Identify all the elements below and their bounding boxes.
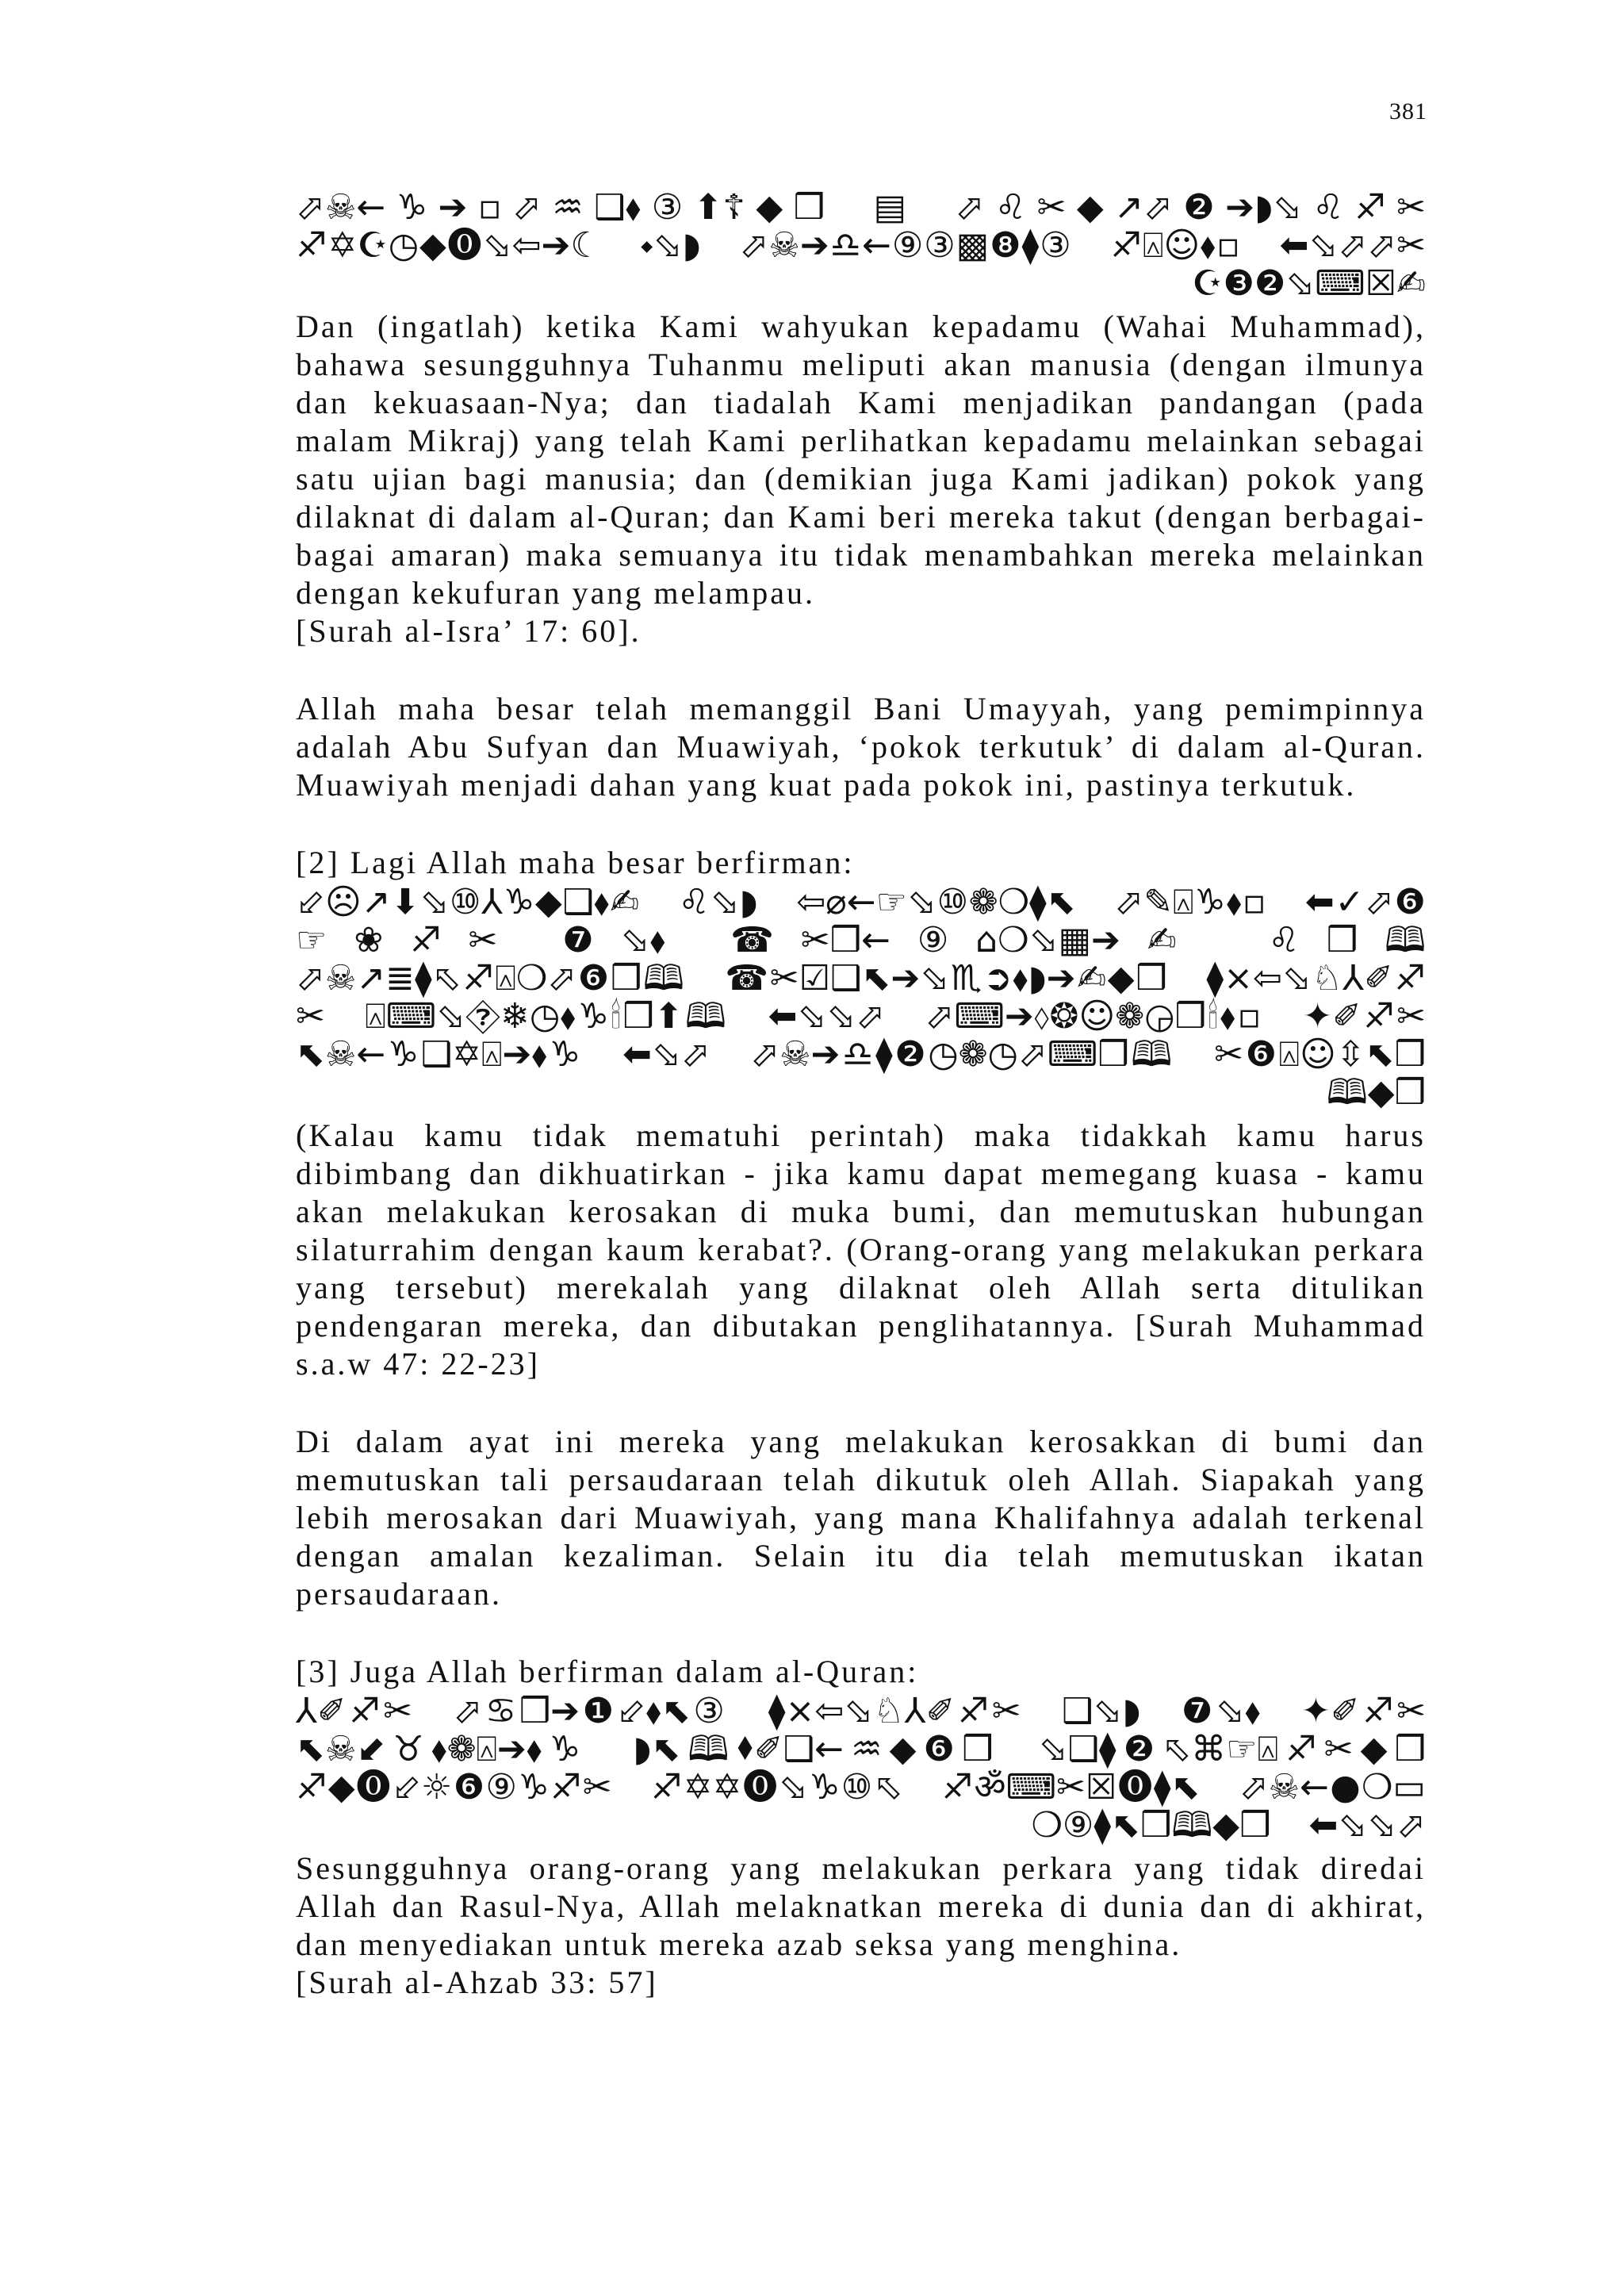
page-content xyxy=(296,187,1426,2002)
page-number: 381 xyxy=(1389,98,1427,125)
arabic-verse-symbol-font: ⅄✐♐✂ ⬀♋❒➔❶⬃⬧⬉③ ⧫×⇦⬂♘⅄✐♐✂ ❑⬂◗ ❼⬂⬧ ✦✐♐✂ ⬉☠⬋♉⬧❁⍓➔⬧♑ ◗⬉🕮⬧✐❑←♒◆❻❒ ⬂❑⧫❷⬁⌘☞⍓♐✂◆❒ ♐◆⓿⬃☼❻⑨♑♐✂ ♐✡✡⓿⬂♑⑩⬁ ♐ॐ⌨✂☒⓿⧫⬉ ⬀☠←●❍▭ ❍⑨⧫⬉❒🕮◆❒ ⬅⬂⬂⬀ xyxy=(296,1691,1426,1846)
verse-translation: Dan (ingatlah) ketika Kami wahyukan kepadamu (Wahai Muhammad), bahawa sesungguhnya Tuhanmu meliputi akan manusia (dengan ilmunya dan kekuasaan-Nya; dan tiadalah Kami menjadikan pandangan (pada malam Mikraj) yang telah Kami perlihatkan kepadamu melainkan sebagai satu ujian bagi manusia; dan (demikian juga Kami jadikan) pokok yang dilaknat di dalam al-Quran; dan Kami beri mereka takut (dengan berbagai-bagai amaran) maka semuanya itu tidak menambahkan mereka melainkan dengan kekufuran yang melampau. xyxy=(296,309,1426,611)
section-commentary-muawiyah xyxy=(296,1423,1426,1613)
verse-reference: [Surah al-Isra’ 17: 60]. xyxy=(296,613,642,649)
verse-reference: [Surah al-Ahzab 33: 57] xyxy=(296,1964,658,2000)
commentary-paragraph: Allah maha besar telah memanggil Bani Umayyah, yang pemimpinnya adalah Abu Sufyan dan Muawiyah, ‘pokok terkutuk’ di dalam al-Quran. Muawiyah menjadi dahan yang kuat pada pokok ini, pastinya terkutuk. xyxy=(296,691,1426,803)
arabic-verse-symbol-font: ⬃☹↗⬇⬂⑩⅄♑◆❑⬧✍ ♌⬂◗ ⇦⌀←☞⬂⑩❁❍⧫⬉ ⬀✎⍓♑⬧▫ ⬅✓⬀❻☞❀♐✂ ❼⬂⬧ ☎✂❒←⑨⌂❍⬂▦➔✍ ♌❒🕮 ⬀☠↗≣⧫⬁♐⍓❍⬀❻❒🕮 ☎✂☑❑⬉➔⬂♏➲⬧◗➔✍◆❒ ⧫×⇦⬂♘⅄✐♐✂ ⍓⌨⬂⯑❄◷⬧♑🕯❒⬆🕮 ⬅⬂⬂⬀ ⬀⌨➔⬨❂☺❁◶❒🕯⬧▫ ✦✐♐✂ ⬉☠←♑❑✡⍓➔⬧♑ ⬅⬂⬀ ⬀☠➔♎⧫❷◷❁◷⬀⌨❒🕮 ✂❻⍓☺⇳⬉❒🕮◆❒ xyxy=(296,882,1426,1113)
section-heading: [2] Lagi Allah maha besar berfirman: xyxy=(296,845,855,880)
section-heading: [3] Juga Allah berfirman dalam al-Quran: xyxy=(296,1654,919,1689)
section-commentary-bani-umayyah xyxy=(296,690,1426,804)
section-quran-17-60 xyxy=(296,189,1426,650)
commentary-paragraph: Di dalam ayat ini mereka yang melakukan kerosakkan di bumi dan memutuskan tali persaudaraan telah dikutuk oleh Allah. Siapakah yang lebih merosakan dari Muawiyah, yang mana Khalifahnya adalah terkenal dengan amalan kezaliman. Selain itu dia telah memutuskan ikatan persaudaraan. xyxy=(296,1424,1426,1612)
arabic-verse-symbol-font: ⬀☠←♑➔▫⬀♒❑⬧③⬆☦◆❒ ▤ ⬀♌✂◆↗⬀❷➔◗⬂♌♐✂ ♐✡☪◷◆⓿⬂⇦➔☾ ⬩⬂◗ ⬀☠➔♎←⑨③▩❽⧫③ ♐⍓☺⬧▫ ⬅⬂⬀⬀✂☪❸❷⬂⌨☒✍ xyxy=(296,187,1426,304)
section-quran-33-57 xyxy=(296,1653,1426,2002)
verse-translation: (Kalau kamu tidak mematuhi perintah) maka tidakkah kamu harus dibimbang dan dikhuatirkan - jika kamu dapat memegang kuasa - kamu akan melakukan kerosakan di muka bumi, dan memutuskan hubungan silaturrahim dengan kaum kerabat?. (Orang-orang yang melakukan perkara yang tersebut) merekalah yang dilaknat oleh Allah serta ditulikan pendengaran mereka, dan dibutakan penglihatannya. [Surah Muhammad s.a.w 47: 22-23] xyxy=(296,1117,1426,1382)
verse-translation: Sesungguhnya orang-orang yang melakukan perkara yang tidak diredai Allah dan Rasul-Nya, Allah melaknatkan mereka di dunia dan di akhirat, dan menyediakan untuk mereka azab seksa yang menghina. xyxy=(296,1850,1426,1962)
section-quran-47-22-23 xyxy=(296,844,1426,1383)
